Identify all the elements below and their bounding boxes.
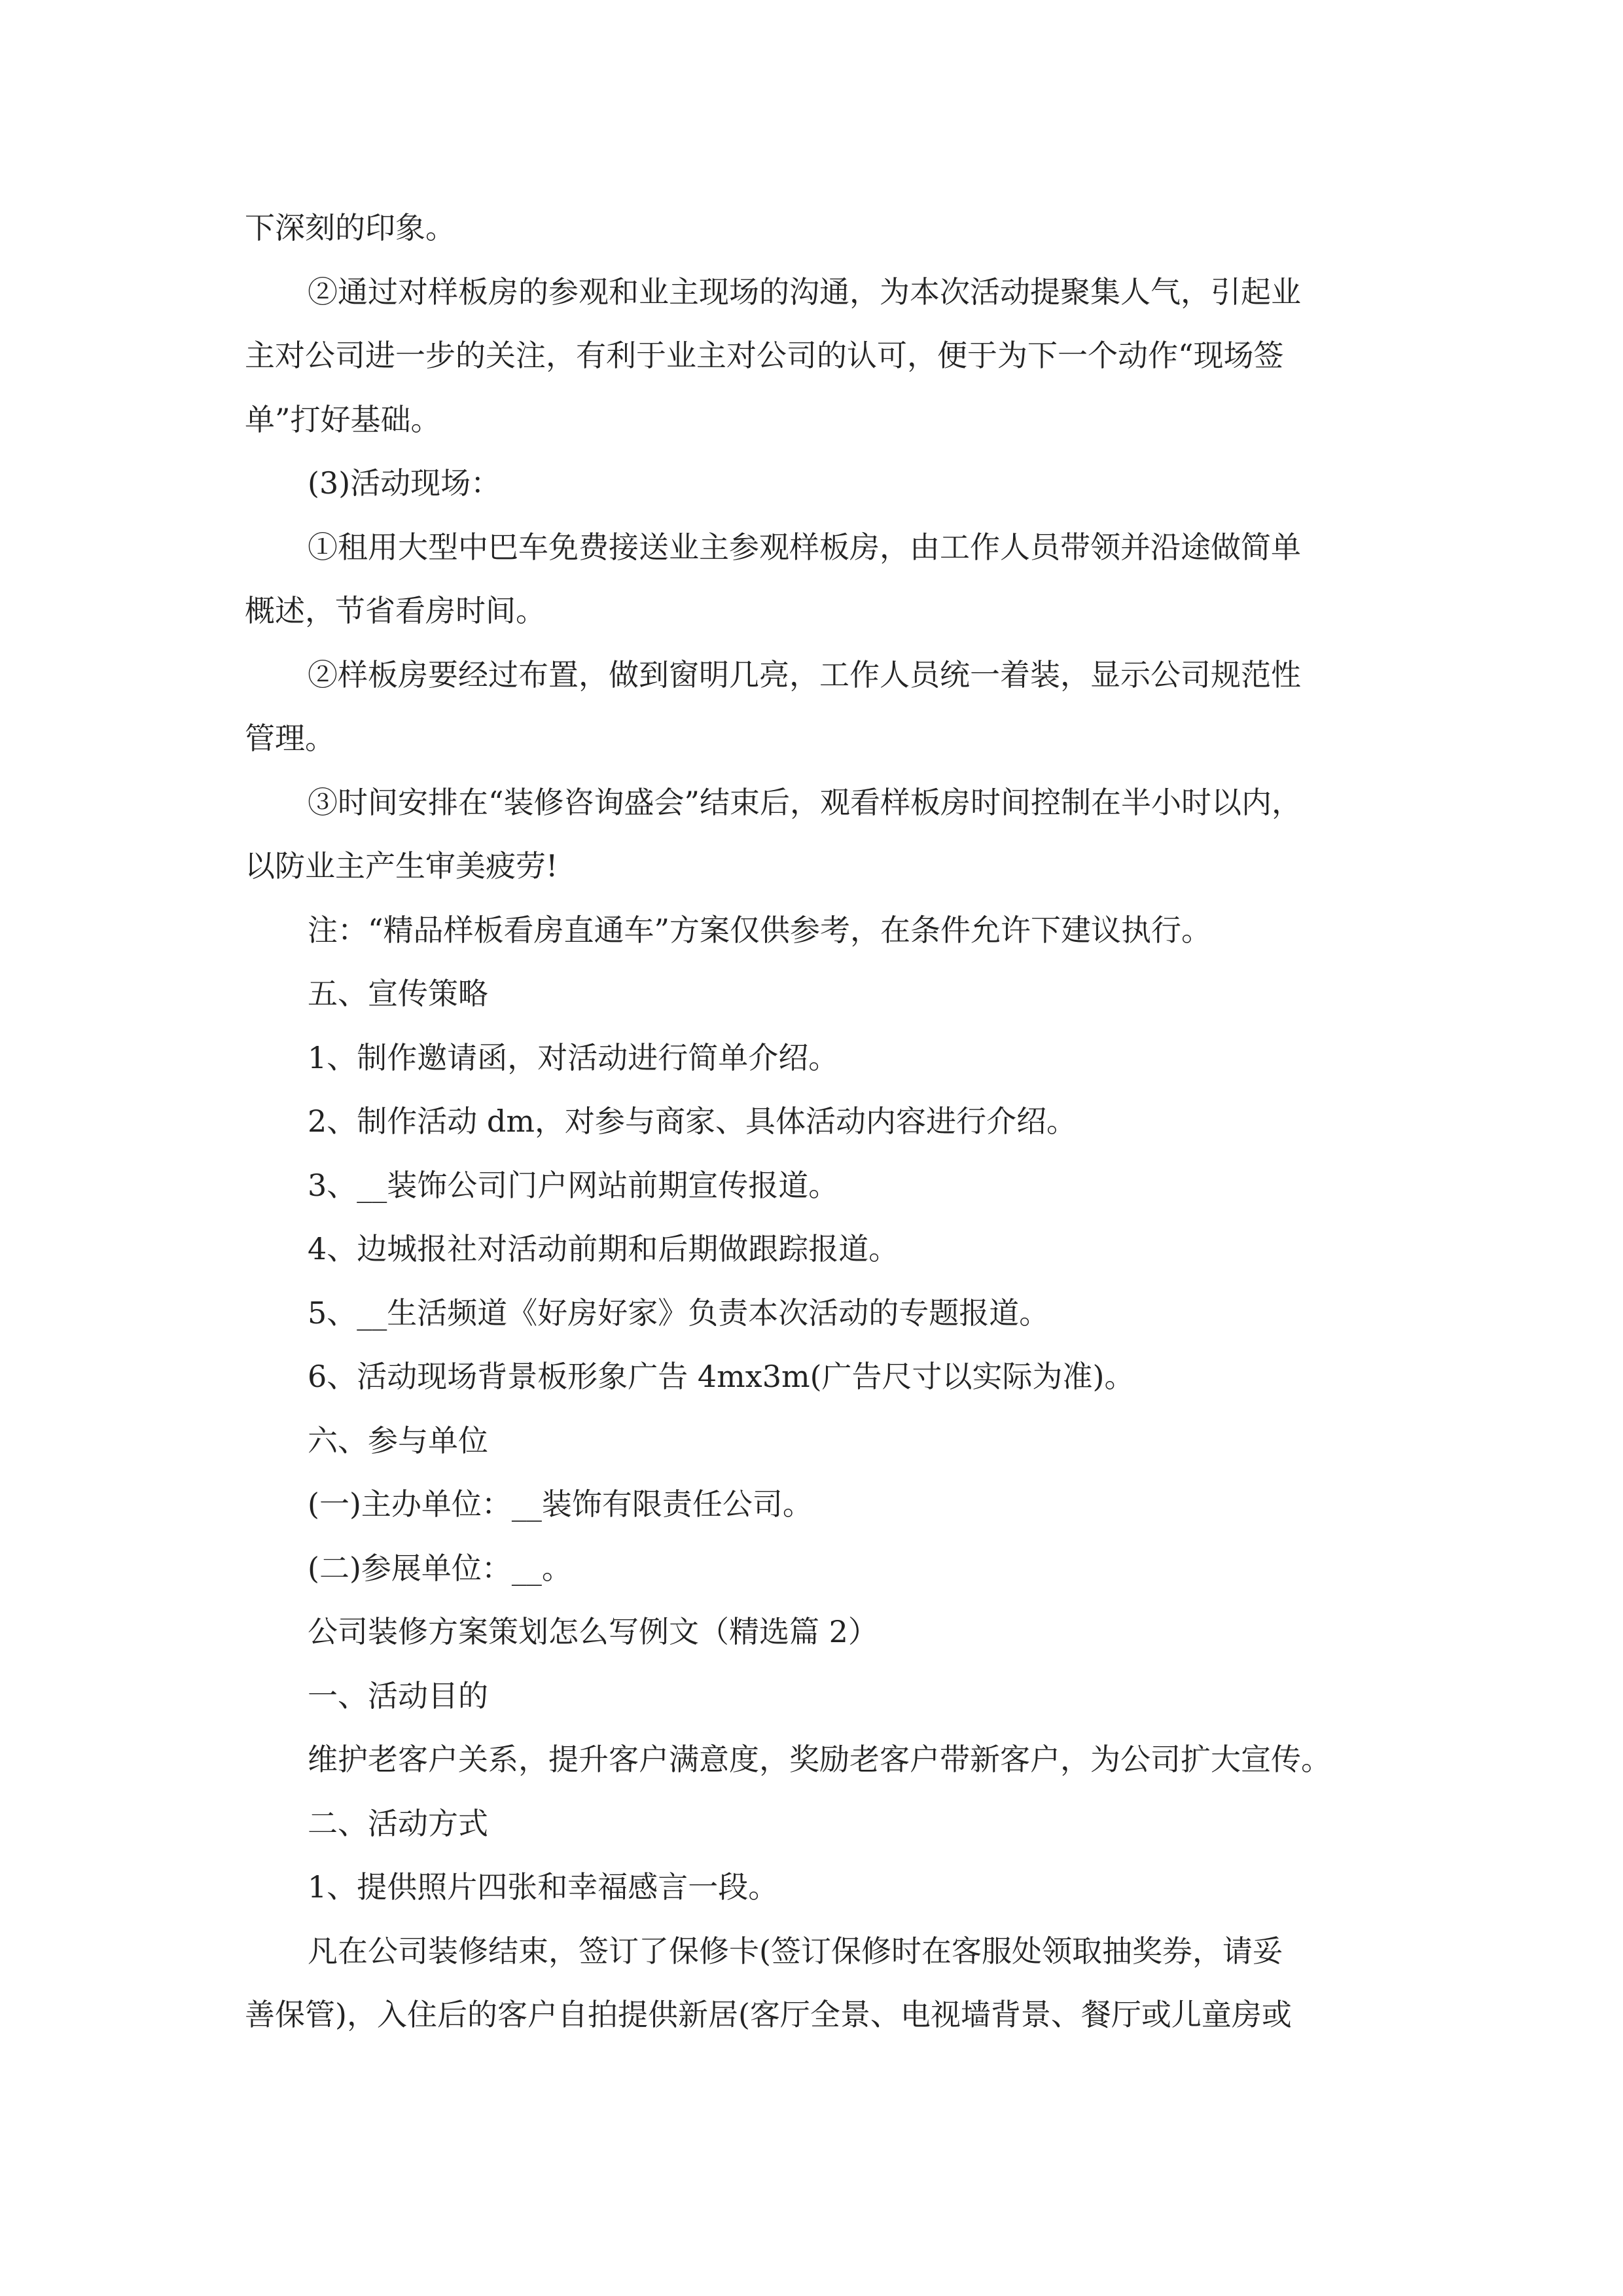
text-line: 单”打好基础。 — [245, 401, 441, 437]
text-line: ①租用大型中巴车免费接送业主参观样板房，由工作人员带领并沿途做简单 — [308, 529, 1301, 565]
list-item: 2、制作活动 dm，对参与商家、具体活动内容进行介绍。 — [308, 1103, 1077, 1139]
text-line: 下深刻的印象。 — [245, 210, 455, 245]
section-heading: 二、活动方式 — [308, 1805, 488, 1841]
list-item: 6、活动现场背景板形象广告 4mx3m(广告尺寸以实际为准)。 — [308, 1359, 1135, 1394]
text-line: 管理。 — [245, 721, 335, 756]
text-line: 以防业主产生审美疲劳! — [245, 848, 558, 884]
article-title: 公司装修方案策划怎么写例文（精选篇 2） — [308, 1614, 878, 1649]
text-line: 概述，节省看房时间。 — [245, 593, 546, 628]
section-heading: 六、参与单位 — [308, 1422, 488, 1458]
section-heading: 五、宣传策略 — [308, 976, 488, 1011]
list-item: 4、边城报社对活动前期和后期做跟踪报道。 — [308, 1231, 899, 1266]
text-line: ②样板房要经过布置，做到窗明几亮，工作人员统一着装，显示公司规范性 — [308, 656, 1301, 692]
note-line: 注：“精品样板看房直通车”方案仅供参考，在条件允许下建议执行。 — [308, 912, 1212, 948]
list-item: (二)参展单位：__。 — [308, 1550, 572, 1586]
section-heading: 一、活动目的 — [308, 1677, 488, 1713]
text-line: 维护老客户关系，提升客户满意度，奖励老客户带新客户，为公司扩大宣传。 — [308, 1742, 1331, 1777]
list-item: (一)主办单位：__装饰有限责任公司。 — [308, 1486, 813, 1522]
text-line: 善保管)，入住后的客户自拍提供新居(客厅全景、电视墙背景、餐厅或儿童房或 — [245, 1997, 1292, 2032]
section-heading: (3)活动现场： — [308, 465, 501, 501]
text-line: 主对公司进一步的关注，有利于业主对公司的认可，便于为下一个动作“现场签 — [245, 338, 1284, 373]
list-item: 5、__生活频道《好房好家》负责本次活动的专题报道。 — [308, 1295, 1050, 1331]
text-line: ②通过对样板房的参观和业主现场的沟通，为本次活动提聚集人气，引起业 — [308, 274, 1301, 310]
text-line: 凡在公司装修结束，签订了保修卡(签订保修时在客服处领取抽奖券，请妥 — [308, 1933, 1283, 1969]
list-item: 1、提供照片四张和幸福感言一段。 — [308, 1869, 779, 1905]
text-line: ③时间安排在“装修咨询盛会”结束后，观看样板房时间控制在半小时以内， — [308, 784, 1302, 820]
list-item: 3、__装饰公司门户网站前期宣传报道。 — [308, 1167, 839, 1203]
document-body — [245, 196, 1380, 2047]
list-item: 1、制作邀请函，对活动进行简单介绍。 — [308, 1039, 839, 1075]
